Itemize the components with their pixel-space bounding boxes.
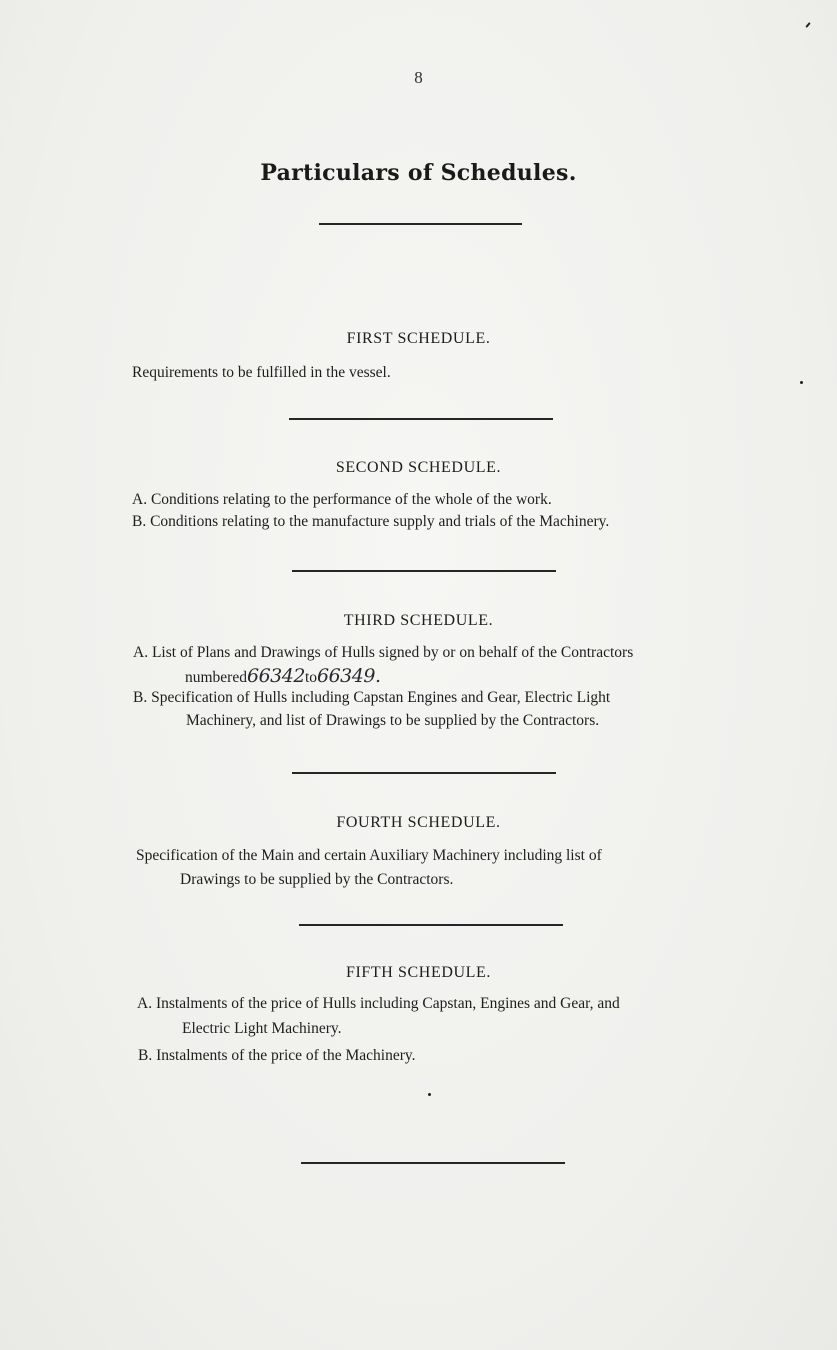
item-label: A. bbox=[132, 491, 148, 508]
item-text: Conditions relating to the performance of the whole of the work. bbox=[150, 491, 552, 508]
item-label: B. bbox=[133, 689, 148, 706]
fifth-schedule-heading: FIFTH SCHEDULE. bbox=[345, 964, 491, 981]
third-schedule-heading: THIRD SCHEDULE. bbox=[343, 612, 494, 629]
numbered-to: to bbox=[304, 669, 317, 686]
section-rule bbox=[299, 924, 563, 926]
item-label: B. bbox=[138, 1047, 153, 1064]
handwritten-number-end: 66349. bbox=[317, 665, 381, 687]
page-number: 8 bbox=[414, 68, 423, 87]
second-schedule-heading: SECOND SCHEDULE. bbox=[335, 459, 502, 476]
item-text: Instalments of the price of Hulls including Capstan, Engines and Gear, and bbox=[155, 995, 620, 1012]
item-text: Instalments of the price of the Machinery. bbox=[156, 1047, 416, 1064]
ink-speck bbox=[800, 381, 803, 384]
fifth-schedule-item-a-line2: Electric Light Machinery. bbox=[182, 1020, 342, 1037]
handwritten-number-start: 66342 bbox=[246, 665, 305, 687]
third-schedule-item-a-line1 bbox=[133, 642, 633, 664]
item-label: A. bbox=[137, 995, 153, 1012]
ink-speck bbox=[428, 1093, 431, 1096]
page-title: Particulars of Schedules. bbox=[260, 160, 577, 186]
third-schedule-item-a-line2 bbox=[185, 665, 380, 689]
fourth-schedule-line1: Specification of the Main and certain Auxiliary Machinery including list of bbox=[136, 847, 602, 864]
item-label: B. bbox=[132, 513, 147, 530]
third-schedule-item-b-line2: Machinery, and list of Drawings to be supplied by the Contractors. bbox=[186, 712, 600, 729]
section-rule bbox=[292, 772, 556, 774]
numbered-prefix: numbered bbox=[185, 669, 247, 686]
title-rule bbox=[319, 223, 522, 225]
third-schedule-item-b-line1 bbox=[133, 687, 610, 709]
item-label: A. bbox=[133, 644, 149, 661]
fifth-schedule-item-b bbox=[138, 1045, 415, 1067]
section-rule bbox=[292, 570, 556, 572]
second-schedule-item-b bbox=[132, 511, 609, 533]
first-schedule-text: Requirements to be fulfilled in the vessel. bbox=[132, 364, 391, 381]
second-schedule-item-a bbox=[132, 489, 552, 511]
first-schedule-heading: FIRST SCHEDULE. bbox=[346, 330, 491, 347]
fifth-schedule-item-a-line1 bbox=[137, 993, 620, 1015]
fourth-schedule-heading: FOURTH SCHEDULE. bbox=[336, 814, 501, 831]
fourth-schedule-line2: Drawings to be supplied by the Contractors. bbox=[180, 871, 454, 888]
bottom-rule bbox=[301, 1162, 565, 1164]
item-text: Specification of Hulls including Capstan Engines and Gear, Electric Light bbox=[151, 689, 611, 706]
ink-speck bbox=[805, 22, 810, 28]
item-text: Conditions relating to the manufacture supply and trials of the Machinery. bbox=[150, 513, 610, 530]
item-text: List of Plans and Drawings of Hulls signed by or on behalf of the Contractors bbox=[151, 644, 634, 661]
section-rule bbox=[289, 418, 553, 420]
